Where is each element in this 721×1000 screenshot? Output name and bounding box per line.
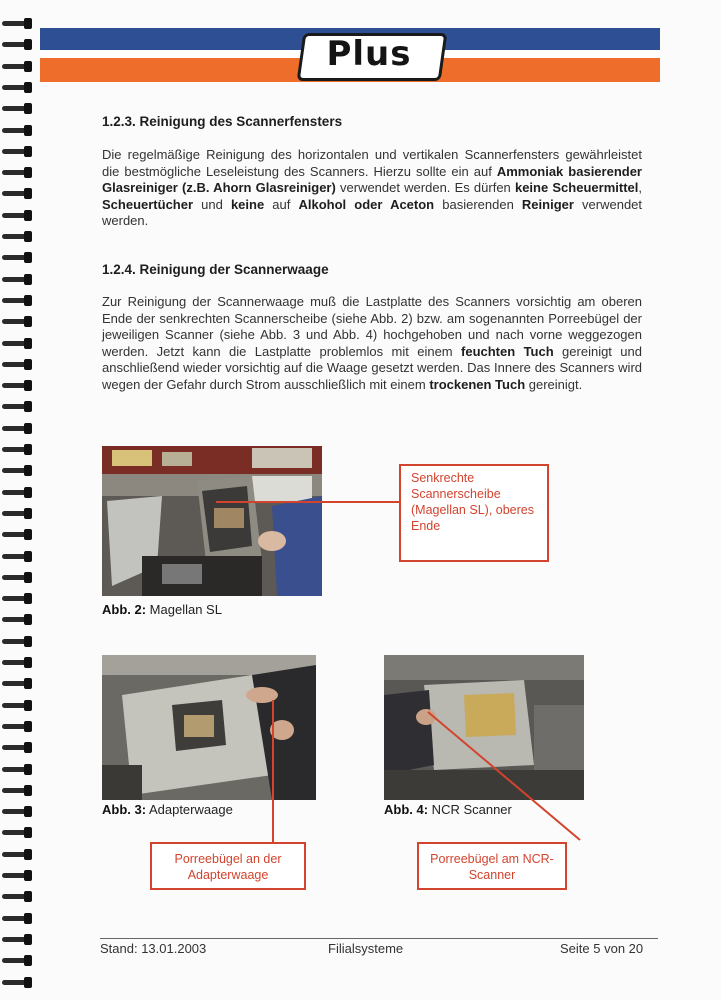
scanner-window-text-run: Ammoniak basierender Glasreiniger (z.B. Ahorn Glasreiniger) (102, 163, 642, 195)
spiral-ring (2, 61, 32, 72)
spiral-ring (2, 18, 32, 29)
callout-line-ncr (420, 700, 590, 845)
spiral-ring (2, 39, 32, 50)
photo-magellan-sl (102, 446, 322, 596)
footer-date: Stand: 13.01.2003 (100, 941, 207, 956)
spiral-ring (2, 487, 32, 498)
spiral-ring (2, 572, 32, 583)
spiral-ring (2, 380, 32, 391)
spiral-ring (2, 551, 32, 562)
spiral-ring (2, 210, 32, 221)
spiral-ring (2, 125, 32, 136)
scanner-window-text-run: Die regelmäßige Reinigung des horizontalen und vertikalen Scannerfensters gewährleistet die bestmögliche Leseleistung des Scanners. Hierzu sollte ein auf (102, 147, 642, 179)
section-heading-scanner-window: 1.2.3. Reinigung des Scannerfensters (102, 114, 343, 129)
spiral-ring (2, 657, 32, 668)
scanner-window-text-run: keine Scheuermittel (514, 180, 639, 195)
spiral-ring (2, 188, 32, 199)
scanner-scale-text-run: gereinigt und anschließend wieder vorsichtig auf die Waage gesetzt werden. Das Innere des Scanners wird wegen der Gefahr durch Strom ausschließlich mit einem (102, 343, 642, 392)
scanner-window-text-run: Scheuertücher (102, 196, 194, 212)
caption-fig2-text: Magellan SL (146, 602, 222, 617)
spiral-ring (2, 423, 32, 434)
caption-fig4-text: NCR Scanner (428, 802, 512, 817)
callout-ncr: Porreebügel am NCR- Scanner (417, 842, 567, 890)
spiral-ring (2, 465, 32, 476)
spiral-ring (2, 678, 32, 689)
paragraph-scanner-scale (102, 294, 642, 393)
spiral-ring (2, 785, 32, 796)
spiral-ring (2, 636, 32, 647)
spiral-ring (2, 444, 32, 455)
scanner-window-text-run: verwendet werden. Es dürfen (335, 180, 515, 195)
scanner-window-text-run: und (193, 196, 231, 212)
spiral-ring (2, 146, 32, 157)
spiral-binding (0, 0, 36, 1000)
scanner-window-text-run: auf (264, 196, 299, 212)
scanner-window-text-run: , (638, 180, 642, 195)
spiral-ring (2, 167, 32, 178)
scanner-scale-text-run: Zur Reinigung der Scannerwaage muß die Lastplatte des Scanners vorsichtig am oberen Ende der senkrechten Scannerscheibe (siehe Abb. 2) bzw. am sogenannten Porreebügel der jeweiligen Scanner (siehe Abb. 3 und Abb. 4) hochgehoben und nach vorne weggezogen werden. Jetzt kann die Lastplatte problemlos mit einem (102, 294, 642, 359)
spiral-ring (2, 316, 32, 327)
caption-fig2-label: Abb. 2: (102, 602, 147, 617)
spiral-ring (2, 955, 32, 966)
spiral-ring (2, 721, 32, 732)
spiral-ring (2, 614, 32, 625)
spiral-ring (2, 742, 32, 753)
spiral-ring (2, 870, 32, 881)
spiral-ring (2, 891, 32, 902)
spiral-ring (2, 934, 32, 945)
spiral-ring (2, 806, 32, 817)
spiral-ring (2, 827, 32, 838)
footer-section: Filialsysteme (328, 941, 404, 956)
caption-fig3-label: Abb. 3: (102, 802, 147, 817)
spiral-ring (2, 401, 32, 412)
spiral-ring (2, 359, 32, 370)
scanner-window-text-run: keine (230, 196, 265, 212)
caption-fig3 (102, 802, 233, 817)
scanner-window-text-run: Alkohol oder Aceton (298, 196, 435, 212)
spiral-ring (2, 593, 32, 604)
spiral-ring (2, 700, 32, 711)
scanner-window-text-run: Reiniger (521, 196, 574, 212)
spiral-ring (2, 295, 32, 306)
spiral-ring (2, 103, 32, 114)
callout-adapter: Porreebügel an der Adapterwaage (150, 842, 306, 890)
footer-page-number: Seite 5 von 20 (560, 941, 644, 956)
spiral-ring (2, 338, 32, 349)
spiral-ring (2, 508, 32, 519)
scanner-scale-text-run: gereinigt. (525, 376, 583, 392)
spiral-ring (2, 764, 32, 775)
caption-fig4-label: Abb. 4: (384, 802, 429, 817)
caption-fig2 (102, 602, 222, 617)
scanner-scale-text-run: trockenen Tuch (429, 376, 526, 392)
paragraph-scanner-window (102, 147, 642, 230)
scanner-window-text-run: verwendet werden. (102, 196, 643, 228)
photo-adapterwaage (102, 655, 316, 800)
spiral-ring (2, 849, 32, 860)
spiral-ring (2, 529, 32, 540)
spiral-ring (2, 252, 32, 263)
callout-line-magellan (216, 501, 400, 503)
spiral-ring (2, 977, 32, 988)
plus-logo: Plus (326, 34, 412, 74)
section-heading-scanner-scale: 1.2.4. Reinigung der Scannerwaage (102, 262, 329, 277)
callout-line-adapter (272, 700, 274, 842)
spiral-ring (2, 82, 32, 93)
caption-fig3-text: Adapterwaage (146, 802, 233, 817)
callout-magellan: Senkrechte Scannerscheibe (Magellan SL), oberes Ende (399, 464, 549, 562)
spiral-ring (2, 231, 32, 242)
spiral-ring (2, 274, 32, 285)
scanner-window-text-run: basierenden (434, 196, 522, 212)
scanner-scale-text-run: feuchten Tuch (461, 343, 554, 359)
footer-rule (100, 938, 658, 939)
spiral-ring (2, 913, 32, 924)
